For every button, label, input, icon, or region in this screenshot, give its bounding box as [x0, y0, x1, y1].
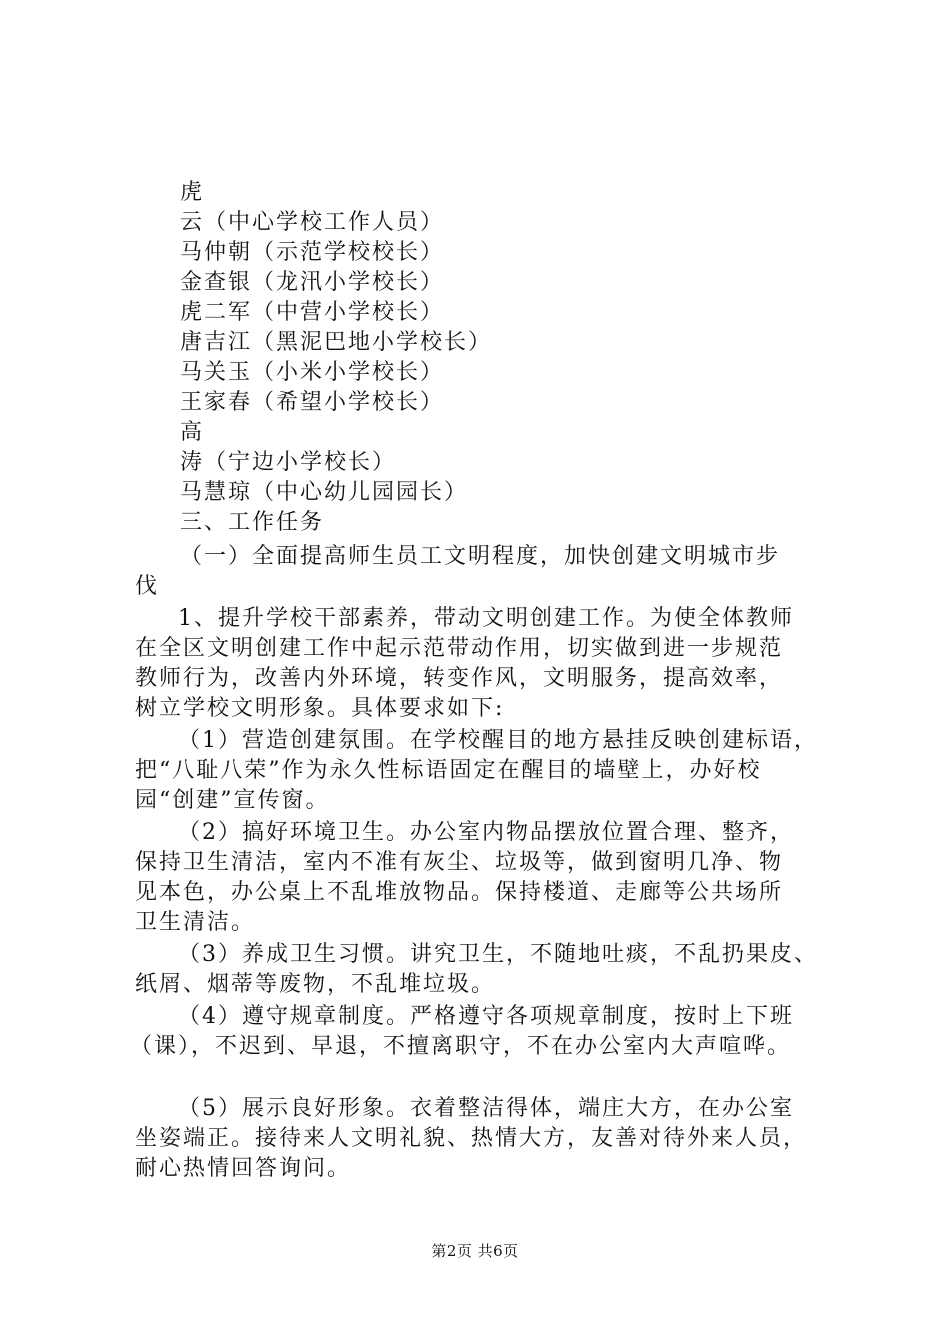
- page-number: 第2页 共6页: [431, 1242, 519, 1260]
- text-line: 纸屑、烟蒂等废物，不乱堆垃圾。: [135, 972, 496, 997]
- text-line: 坐姿端正。接待来人文明礼貌、热情大方，友善对待外来人员，: [135, 1126, 808, 1151]
- text-line: 园“创建”宣传窗。: [135, 788, 330, 813]
- text-line: 马关玉（小米小学校长）: [180, 360, 445, 385]
- text-line: 保持卫生清洁，室内不准有灰尘、垃圾等，做到窗明几净、物: [135, 850, 784, 875]
- text-line: （1）营造创建氛围。在学校醒目的地方悬挂反映创建标语，: [178, 728, 818, 753]
- subsection-heading: （一）全面提高师生员工文明程度，加快创建文明城市步: [180, 544, 781, 569]
- text-line: （4）遵守规章制度。严格遵守各项规章制度，按时上下班: [178, 1004, 794, 1029]
- text-line: 涛（宁边小学校长）: [180, 450, 397, 475]
- text-line: 虎二军（中营小学校长）: [180, 300, 445, 325]
- section-heading: 三、工作任务: [180, 510, 325, 535]
- text-line: 伐: [135, 574, 160, 599]
- text-line: 教师行为，改善内外环境，转变作风，文明服务，提高效率，: [135, 666, 784, 691]
- text-line: 高: [180, 420, 205, 445]
- text-line: 把“八耻八荣”作为永久性标语固定在醒目的墙壁上，办好校: [135, 758, 762, 783]
- text-line: 虎: [180, 180, 205, 205]
- text-line: 金查银（龙汛小学校长）: [180, 270, 445, 295]
- text-line: 耐心热情回答询问。: [135, 1156, 352, 1181]
- text-line: 1、提升学校干部素养，带动文明创建工作。为使全体教师: [178, 606, 794, 631]
- text-line: 在全区文明创建工作中起示范带动作用，切实做到进一步规范: [135, 636, 784, 661]
- text-line: （课），不迟到、早退，不擅离职守，不在办公室内大声喧哗。: [130, 1034, 792, 1059]
- text-line: 唐吉江（黑泥巴地小学校长）: [180, 330, 493, 355]
- text-line: 树立学校文明形象。具体要求如下:: [135, 696, 505, 721]
- text-line: 卫生清洁。: [135, 910, 256, 935]
- text-line: （5）展示良好形象。衣着整洁得体，端庄大方，在办公室: [178, 1096, 794, 1121]
- text-line: 云（中心学校工作人员）: [180, 210, 445, 235]
- text-line: 见本色，办公桌上不乱堆放物品。保持楼道、走廊等公共场所: [135, 880, 784, 905]
- text-line: 马仲朝（示范学校校长）: [180, 240, 445, 265]
- text-line: 王家春（希望小学校长）: [180, 390, 445, 415]
- text-line: （2）搞好环境卫生。办公室内物品摆放位置合理、整齐，: [178, 820, 794, 845]
- text-line: （3）养成卫生习惯。讲究卫生，不随地吐痰，不乱扔果皮、: [178, 942, 818, 967]
- text-line: 马慧琼（中心幼儿园园长）: [180, 480, 469, 505]
